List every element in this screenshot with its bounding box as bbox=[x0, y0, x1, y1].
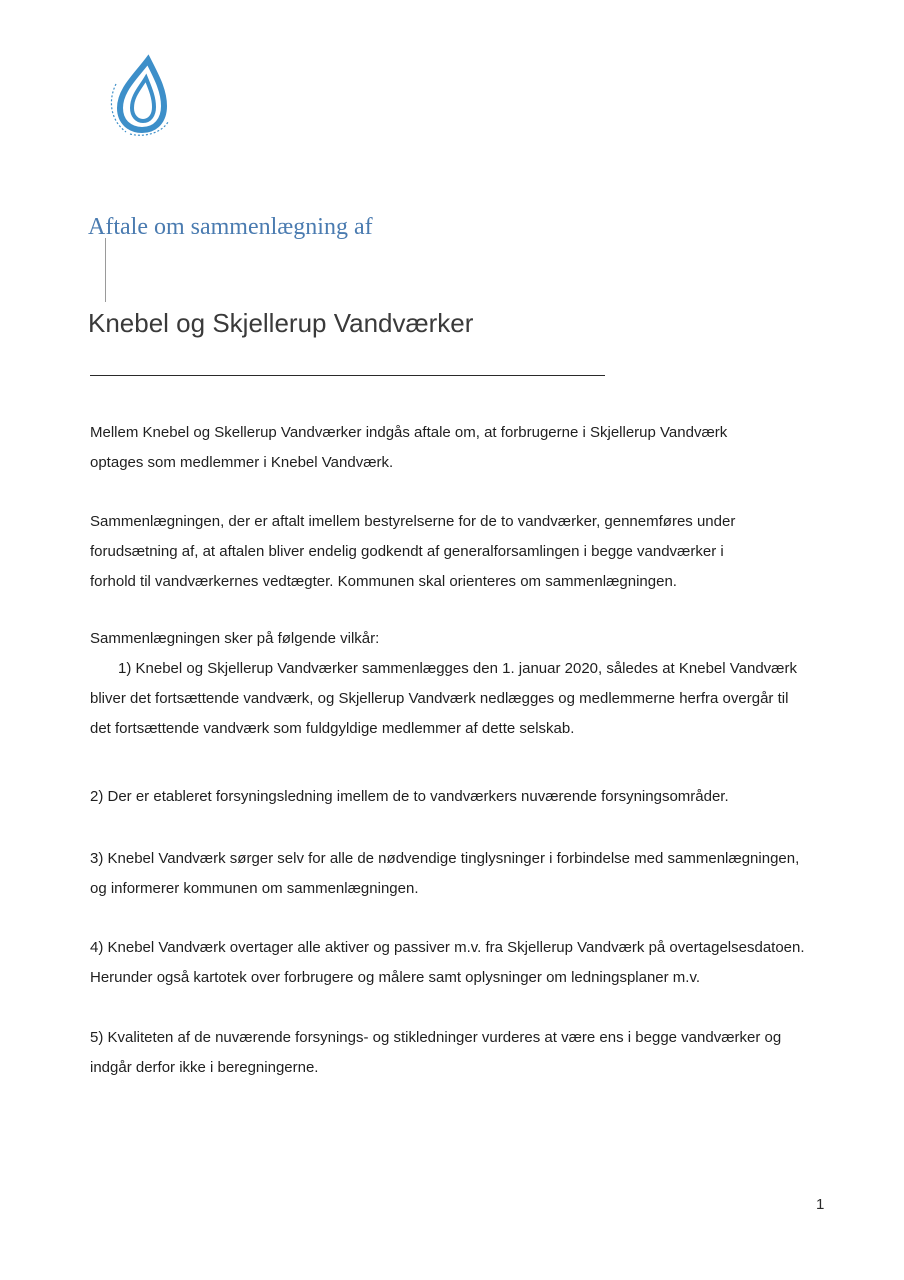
intro-paragraph bbox=[90, 418, 830, 478]
term-4-line: Herunder også kartotek over forbrugere og målere samt oplysninger om ledningsplaner m.v. bbox=[90, 969, 701, 986]
terms-section bbox=[90, 624, 830, 744]
paragraph-line: forhold til vandværkernes vedtægter. Kommunen skal orienteres om sammenlægningen. bbox=[90, 573, 677, 590]
term-1-line: det fortsættende vandværk som fuldgyldige medlemmer af dette selskab. bbox=[90, 720, 575, 737]
terms-heading: Sammenlægningen sker på følgende vilkår: bbox=[90, 630, 380, 647]
organization-logo bbox=[96, 54, 180, 138]
term-2-paragraph bbox=[90, 782, 830, 812]
page-number: 1 bbox=[816, 1196, 825, 1213]
term-5-paragraph bbox=[90, 1023, 830, 1083]
approval-paragraph bbox=[90, 507, 830, 597]
term-4-paragraph bbox=[90, 933, 830, 993]
paragraph-line: Sammenlægningen, der er aftalt imellem bestyrelserne for de to vandværker, gennemføres under bbox=[90, 513, 736, 530]
term-1-line: 1) Knebel og Skjellerup Vandværker sammenlægges den 1. januar 2020, således at Knebel Vandværk bbox=[118, 660, 798, 677]
term-5-line: 5) Kvaliteten af de nuværende forsynings- og stikledninger vurderes at være ens i begge vandværker og bbox=[90, 1029, 782, 1046]
document-subtitle: Aftale om sammenlægning af bbox=[88, 214, 373, 240]
term-3-paragraph bbox=[90, 844, 830, 904]
term-1-line: bliver det fortsættende vandværk, og Skjellerup Vandværk nedlægges og medlemmerne herfra overgår til bbox=[90, 690, 789, 707]
term-3-line: 3) Knebel Vandværk sørger selv for alle de nødvendige tinglysninger i forbindelse med sammenlægningen, bbox=[90, 850, 800, 867]
water-drop-logo-icon bbox=[96, 54, 180, 138]
text-cursor-line bbox=[105, 238, 106, 302]
title-divider bbox=[90, 375, 605, 376]
term-4-line: 4) Knebel Vandværk overtager alle aktiver og passiver m.v. fra Skjellerup Vandværk på overtagelsesdatoen. bbox=[90, 939, 805, 956]
term-3-line: og informerer kommunen om sammenlægningen. bbox=[90, 880, 419, 897]
document-title: Knebel og Skjellerup Vandværker bbox=[88, 308, 474, 338]
paragraph-line: forudsætning af, at aftalen bliver endelig godkendt af generalforsamlingen i begge vandværker i bbox=[90, 543, 724, 560]
paragraph-line: Mellem Knebel og Skellerup Vandværker indgås aftale om, at forbrugerne i Skjellerup Vandværk bbox=[90, 424, 728, 441]
term-2-line: 2) Der er etableret forsyningsledning imellem de to vandværkers nuværende forsyningsområder. bbox=[90, 788, 729, 805]
term-5-line: indgår derfor ikke i beregningerne. bbox=[90, 1059, 319, 1076]
paragraph-line: optages som medlemmer i Knebel Vandværk. bbox=[90, 454, 394, 471]
